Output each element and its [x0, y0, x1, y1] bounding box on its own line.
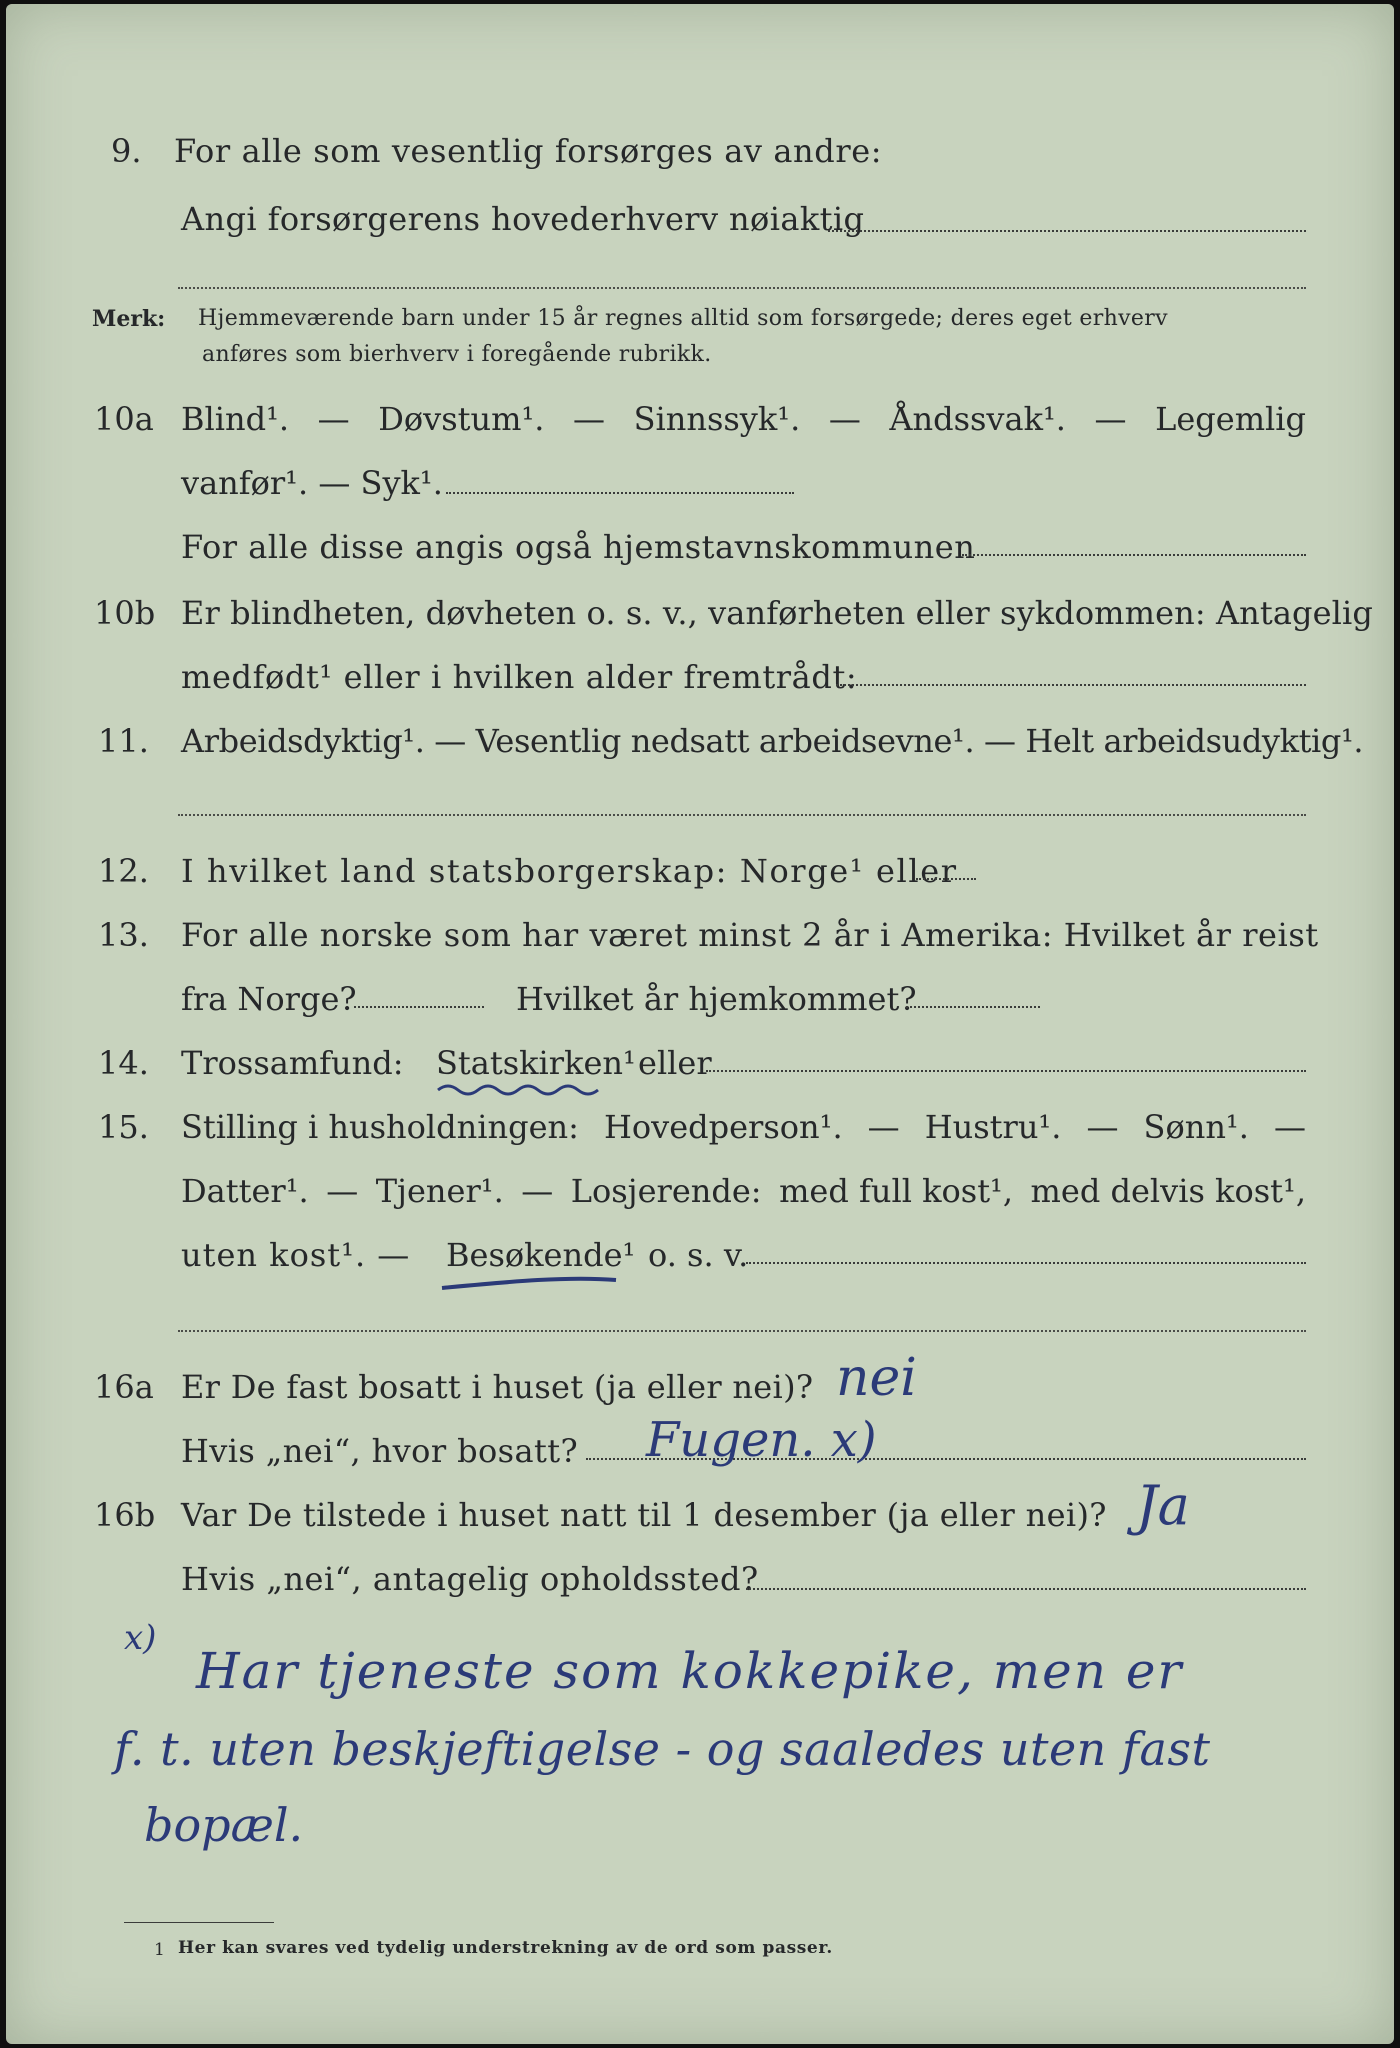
option-hovedperson: Hovedperson¹. [603, 1108, 843, 1146]
q9-number: 9. [111, 132, 142, 170]
q16b-number: 16b [94, 1496, 156, 1534]
q10a-number: 10a [94, 400, 154, 438]
dash: — [573, 400, 605, 438]
q14-option-statskirken: Statskirken¹ [436, 1044, 636, 1082]
q10b-number: 10b [94, 594, 156, 632]
option-datter: Datter¹. [181, 1172, 309, 1210]
q13-line2b: Hvilket år hjemkommet? [516, 980, 917, 1018]
q10a-hjemstavn-line [962, 554, 1306, 556]
note-line1-handwritten: Har tjeneste som kokkepike, men er [196, 1642, 1184, 1700]
q15-option-besokende: Besøkende¹ [446, 1236, 636, 1274]
merk-label: Merk: [92, 306, 166, 332]
statskirken-squiggle-underline [438, 1086, 598, 1094]
q9-line1: For alle som vesentlig forsørges av andre: [174, 132, 883, 170]
q16a-line2: Hvis „nei“, hvor bosatt? [181, 1432, 579, 1470]
q9-line2: Angi forsørgerens hovederhverv nøiaktig [181, 200, 865, 238]
q13-hjemkommet-line [906, 1006, 1040, 1008]
dash: — [1094, 400, 1127, 438]
note-marker-handwritten: x) [124, 1618, 157, 1658]
q15-line2 [181, 1172, 1306, 1210]
q12-answer-line [916, 878, 976, 880]
q9-extra-line [178, 287, 1306, 289]
q13-line2a: fra Norge? [181, 980, 357, 1018]
dash: — [317, 400, 350, 438]
dash: — [521, 1172, 554, 1210]
q13-line1: For alle norske som har været minst 2 år i Amerika: Hvilket år reist [181, 916, 1319, 954]
q13-number: 13. [98, 916, 149, 954]
dash: — [1273, 1108, 1306, 1146]
q16a-number: 16a [94, 1368, 154, 1406]
option-hustru: Hustru¹. [924, 1108, 1062, 1146]
option-losjerende: Losjerende: [570, 1172, 762, 1210]
footnote-marker: 1 [154, 1940, 165, 1960]
dash: — [326, 1172, 359, 1210]
q10b-answer-line [836, 684, 1306, 686]
footnote-text: Her kan svares ved tydelig understrekning av de ord som passer. [178, 1938, 833, 1958]
census-form-page [6, 4, 1394, 2044]
merk-line1: Hjemmeværende barn under 15 år regnes alltid som forsørgede; deres eget erhverv [198, 306, 1168, 331]
q16a-line1: Er De fast bosatt i huset (ja eller nei)? [181, 1368, 814, 1406]
q12-number: 12. [98, 852, 149, 890]
besokende-underline [442, 1279, 616, 1288]
option-full-kost: med full kost¹, [779, 1172, 1014, 1210]
dash: — [1086, 1108, 1119, 1146]
q10b-line1: Er blindheten, døvheten o. s. v., vanførheten eller sykdommen: Antagelig [181, 594, 1373, 632]
q14-answer-line [706, 1070, 1306, 1072]
q13-reist-line [354, 1006, 484, 1008]
q16a-answer-handwritten: nei [836, 1348, 917, 1408]
q11-line1: Arbeidsdyktig¹. — Vesentlig nedsatt arbeidsevne¹. — Helt arbeidsudyktig¹. [181, 722, 1364, 760]
q10b-line2: medfødt¹ eller i hvilken alder fremtrådt: [181, 658, 858, 696]
option-tjener: Tjener¹. [375, 1172, 504, 1210]
option-blind: Blind¹. [181, 400, 290, 438]
option-legemlig: Legemlig [1155, 400, 1306, 438]
q10a-syk-line [446, 492, 794, 494]
footnote-rule [124, 1922, 274, 1923]
q11-extra-line [178, 814, 1306, 816]
note-line2-handwritten: f. t. uten beskjeftigelse - og saaledes uten fast [114, 1722, 1211, 1776]
q16a-bosatt-handwritten: Fugen. x) [646, 1412, 877, 1468]
q10a-line1 [181, 400, 1306, 438]
q9-answer-line [828, 230, 1306, 232]
option-dovstum: Døvstum¹. [378, 400, 545, 438]
option-sinnssyk: Sinnssyk¹. [633, 400, 801, 438]
q15-line3a: uten kost¹. — [181, 1236, 411, 1274]
q15-line1 [181, 1108, 1306, 1146]
q10a-line2: vanfør¹. — Syk¹. [181, 464, 443, 502]
q15-line3c: o. s. v. [648, 1236, 749, 1274]
q16b-answer-handwritten: Ja [1136, 1474, 1190, 1537]
merk-line2: anføres som bierhverv i foregående rubrikk. [202, 342, 712, 367]
dash: — [828, 400, 861, 438]
option-andssvak: Åndssvak¹. [889, 400, 1066, 438]
q16b-line1: Var De tilstede i huset natt til 1 desember (ja eller nei)? [181, 1496, 1107, 1534]
dash: — [867, 1108, 900, 1146]
q15-answer-line [746, 1262, 1306, 1264]
q14-number: 14. [98, 1044, 149, 1082]
q14-rest: eller [638, 1044, 712, 1082]
stilling-label: Stilling i husholdningen: [181, 1108, 579, 1146]
q15-number: 15. [98, 1108, 149, 1146]
option-delvis-kost: med delvis kost¹, [1030, 1172, 1306, 1210]
q12-line1: I hvilket land statsborgerskap: Norge¹ eller [181, 852, 958, 890]
q16b-line2: Hvis „nei“, antagelig opholdssted? [181, 1560, 759, 1598]
q14-label: Trossamfund: [181, 1044, 404, 1082]
q10a-line3: For alle disse angis også hjemstavnskommunen [181, 528, 976, 566]
q16b-opholdssted-line [746, 1588, 1306, 1590]
q15-extra-line [178, 1330, 1306, 1332]
option-sonn: Sønn¹. [1143, 1108, 1249, 1146]
note-line3-handwritten: bopæl. [144, 1798, 304, 1852]
q11-number: 11. [98, 722, 149, 760]
